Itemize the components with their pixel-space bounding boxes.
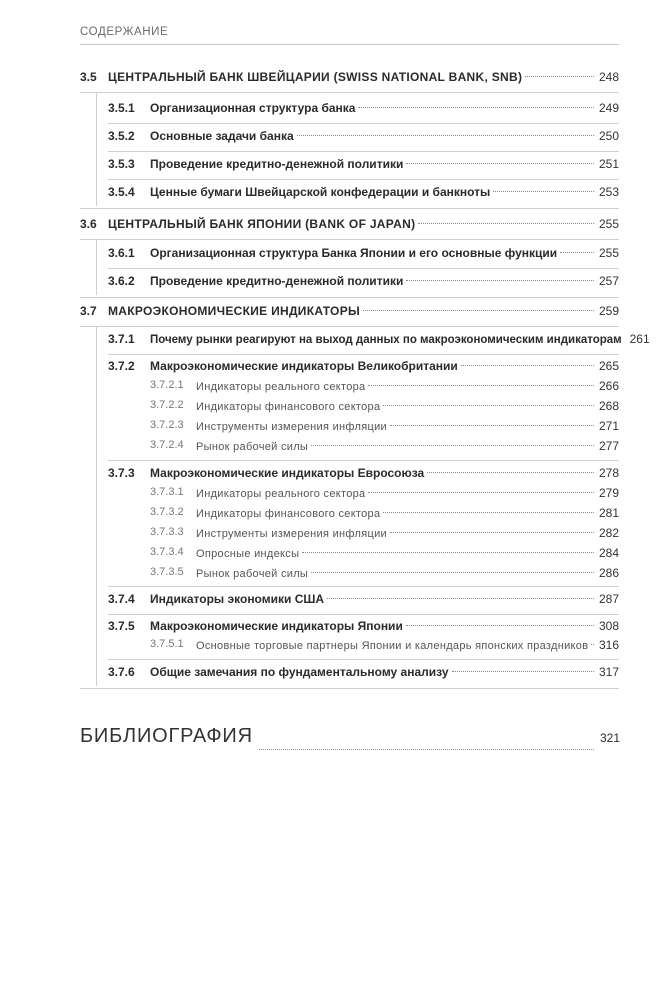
entry-title: ЦЕНТРАЛЬНЫЙ БАНК ЯПОНИИ (BANK OF JAPAN)	[108, 217, 416, 231]
entry-page: 259	[598, 304, 619, 318]
entry-title: Макроэкономические индикаторы Великобритании	[150, 359, 458, 373]
entry-page: 249	[598, 101, 619, 115]
entry-number: 3.7.3.3	[150, 526, 184, 538]
leader-dots	[406, 280, 594, 281]
entry-rule	[108, 268, 619, 269]
entry-page: 284	[598, 546, 619, 560]
entry-title: Индикаторы реального сектора	[196, 381, 366, 393]
toc-entry-bibliography[interactable]	[80, 725, 620, 755]
toc-entry-3-5-1[interactable]	[0, 101, 659, 121]
entry-number: 3.7.3.2	[150, 506, 184, 518]
entry-number: 3.7.2.4	[150, 439, 184, 451]
toc-entry-3-7-4[interactable]	[0, 592, 659, 612]
entry-number: 3.7.2.2	[150, 399, 184, 411]
entry-title: Проведение кредитно-денежной политики	[150, 157, 404, 171]
entry-rule	[108, 151, 619, 152]
toc-entry-3-7-2-1[interactable]	[0, 379, 659, 399]
entry-title: Рынок рабочей силы	[196, 568, 309, 580]
section-rule	[80, 239, 619, 240]
entry-title: Рынок рабочей силы	[196, 441, 309, 453]
leader-dots	[427, 472, 594, 473]
entry-number: 3.5.4	[108, 185, 135, 199]
entry-page: 253	[598, 185, 619, 199]
entry-title: Ценные бумаги Швейцарской конфедерации и банкноты	[150, 185, 491, 199]
toc-entry-3-6-2[interactable]	[0, 274, 659, 294]
toc-entry-3-7-5-1[interactable]	[0, 638, 659, 658]
leader-dots	[452, 671, 595, 672]
entry-rule	[108, 586, 619, 587]
toc-entry-3-5-2[interactable]	[0, 129, 659, 149]
entry-page: 281	[598, 506, 619, 520]
entry-number: 3.7.2.1	[150, 379, 184, 391]
entry-number: 3.7.3	[108, 466, 135, 480]
leader-dots	[461, 365, 594, 366]
entry-number: 3.7.2	[108, 359, 135, 373]
entry-number: 3.5.3	[108, 157, 135, 171]
leader-dots	[560, 252, 594, 253]
entry-title: Опросные индексы	[196, 548, 300, 560]
entry-page: 251	[598, 157, 619, 171]
leader-dots	[418, 223, 594, 224]
section-rule	[80, 297, 619, 298]
entry-number: 3.6	[80, 217, 97, 231]
entry-number: 3.7.2.3	[150, 419, 184, 431]
entry-page: 316	[598, 638, 619, 652]
toc-entry-3-5-4[interactable]	[0, 185, 659, 205]
leader-dots	[297, 135, 594, 136]
entry-title: Организационная структура Банка Японии и его основные функции	[150, 246, 558, 260]
entry-page: 287	[598, 592, 619, 606]
entry-title: Организационная структура банка	[150, 101, 356, 115]
leader-dots	[406, 625, 594, 626]
toc-entry-3-7-2[interactable]	[0, 359, 659, 379]
entry-rule	[108, 659, 619, 660]
entry-title: ЦЕНТРАЛЬНЫЙ БАНК ШВЕЙЦАРИИ (SWISS NATIONAL BANK, SNB)	[108, 70, 523, 84]
toc-entry-3-7-3[interactable]	[0, 466, 659, 486]
leader-dots	[302, 552, 594, 553]
section-rule	[80, 208, 619, 209]
leader-dots	[363, 310, 594, 311]
leader-dots	[327, 598, 594, 599]
entry-page: 308	[598, 619, 619, 633]
entry-title: Инструменты измерения инфляции	[196, 528, 387, 540]
leader-dots	[358, 107, 594, 108]
entry-title: Общие замечания по фундаментальному анализу	[150, 665, 449, 679]
entry-page: 277	[598, 439, 619, 453]
entry-page: 268	[598, 399, 619, 413]
entry-title: Индикаторы реального сектора	[196, 488, 366, 500]
entry-title: МАКРОЭКОНОМИЧЕСКИЕ ИНДИКАТОРЫ	[108, 304, 361, 318]
toc-entry-3-6-1[interactable]	[0, 246, 659, 266]
entry-number: 3.7.5.1	[150, 638, 184, 650]
toc-entry-3-7-3-5[interactable]	[0, 566, 659, 586]
entry-number: 3.6.1	[108, 246, 135, 260]
entry-page: 317	[598, 665, 619, 679]
entry-number: 3.7.4	[108, 592, 135, 606]
toc-entry-3-7-3-1[interactable]	[0, 486, 659, 506]
leader-dots	[383, 512, 594, 513]
entry-page: 286	[598, 566, 619, 580]
entry-title: Макроэкономические индикаторы Японии	[150, 619, 403, 633]
entry-title: Почему рынки реагируют на выход данных по макроэкономическим индикаторам	[150, 334, 622, 346]
entry-title: Проведение кредитно-денежной политики	[150, 274, 404, 288]
entry-page: 261	[629, 332, 650, 346]
entry-rule	[108, 354, 619, 355]
section-rule	[80, 326, 619, 327]
toc-entry-3-7-2-2[interactable]	[0, 399, 659, 419]
entry-number: 3.6.2	[108, 274, 135, 288]
entry-page: 278	[598, 466, 619, 480]
leader-dots	[311, 445, 594, 446]
toc-entry-3-7-2-3[interactable]	[0, 419, 659, 439]
bibliography-page: 321	[599, 731, 620, 745]
entry-title: Индикаторы финансового сектора	[196, 508, 381, 520]
leader-dots	[390, 425, 594, 426]
leader-dots	[259, 749, 594, 750]
entry-number: 3.7.3.5	[150, 566, 184, 578]
leader-dots	[591, 644, 594, 645]
entry-page: 248	[598, 70, 619, 84]
entry-number: 3.5.2	[108, 129, 135, 143]
entry-page: 266	[598, 379, 619, 393]
toc-entry-3-5[interactable]	[0, 70, 659, 90]
running-head: СОДЕРЖАНИЕ	[80, 26, 169, 38]
entry-title: Макроэкономические индикаторы Евросоюза	[150, 466, 425, 480]
entry-page: 255	[598, 217, 619, 231]
entry-rule	[108, 123, 619, 124]
toc-entry-3-7-3-4[interactable]	[0, 546, 659, 566]
entry-page: 282	[598, 526, 619, 540]
section-rule	[80, 92, 619, 93]
entry-page: 265	[598, 359, 619, 373]
leader-dots	[383, 405, 594, 406]
section-rule	[80, 688, 619, 689]
leader-dots	[368, 385, 594, 386]
entry-title: Инструменты измерения инфляции	[196, 421, 387, 433]
toc-entry-3-7-1[interactable]	[0, 332, 659, 352]
leader-dots	[311, 572, 594, 573]
entry-number: 3.7.5	[108, 619, 135, 633]
entry-number: 3.7.1	[108, 332, 135, 346]
entry-number: 3.7.6	[108, 665, 135, 679]
entry-number: 3.5	[80, 70, 97, 84]
toc-entry-3-7[interactable]	[0, 304, 659, 324]
entry-rule	[108, 179, 619, 180]
entry-page: 250	[598, 129, 619, 143]
toc-entry-3-7-6[interactable]	[0, 665, 659, 685]
entry-rule	[108, 614, 619, 615]
entry-title: Основные торговые партнеры Японии и календарь японских праздников	[196, 640, 589, 652]
bibliography-title: БИБЛИОГРАФИЯ	[80, 725, 253, 747]
entry-page: 271	[598, 419, 619, 433]
leader-dots	[493, 191, 594, 192]
toc-entry-3-7-3-2[interactable]	[0, 506, 659, 526]
toc-entry-3-7-5[interactable]	[0, 619, 659, 639]
leader-dots	[525, 76, 594, 77]
toc-entry-3-7-2-4[interactable]	[0, 439, 659, 459]
entry-page: 255	[598, 246, 619, 260]
entry-title: Индикаторы экономики США	[150, 592, 325, 606]
leader-dots	[390, 532, 594, 533]
entry-title: Основные задачи банка	[150, 129, 294, 143]
entry-number: 3.7.3.4	[150, 546, 184, 558]
entry-page: 257	[598, 274, 619, 288]
entry-number: 3.7	[80, 304, 97, 318]
entry-number: 3.5.1	[108, 101, 135, 115]
toc-entry-3-6[interactable]	[0, 217, 659, 237]
toc-entry-3-7-3-3[interactable]	[0, 526, 659, 546]
entry-number: 3.7.3.1	[150, 486, 184, 498]
entry-page: 279	[598, 486, 619, 500]
toc-entry-3-5-3[interactable]	[0, 157, 659, 177]
entry-title: Индикаторы финансового сектора	[196, 401, 381, 413]
leader-dots	[368, 492, 594, 493]
entry-rule	[108, 460, 619, 461]
leader-dots	[406, 163, 594, 164]
